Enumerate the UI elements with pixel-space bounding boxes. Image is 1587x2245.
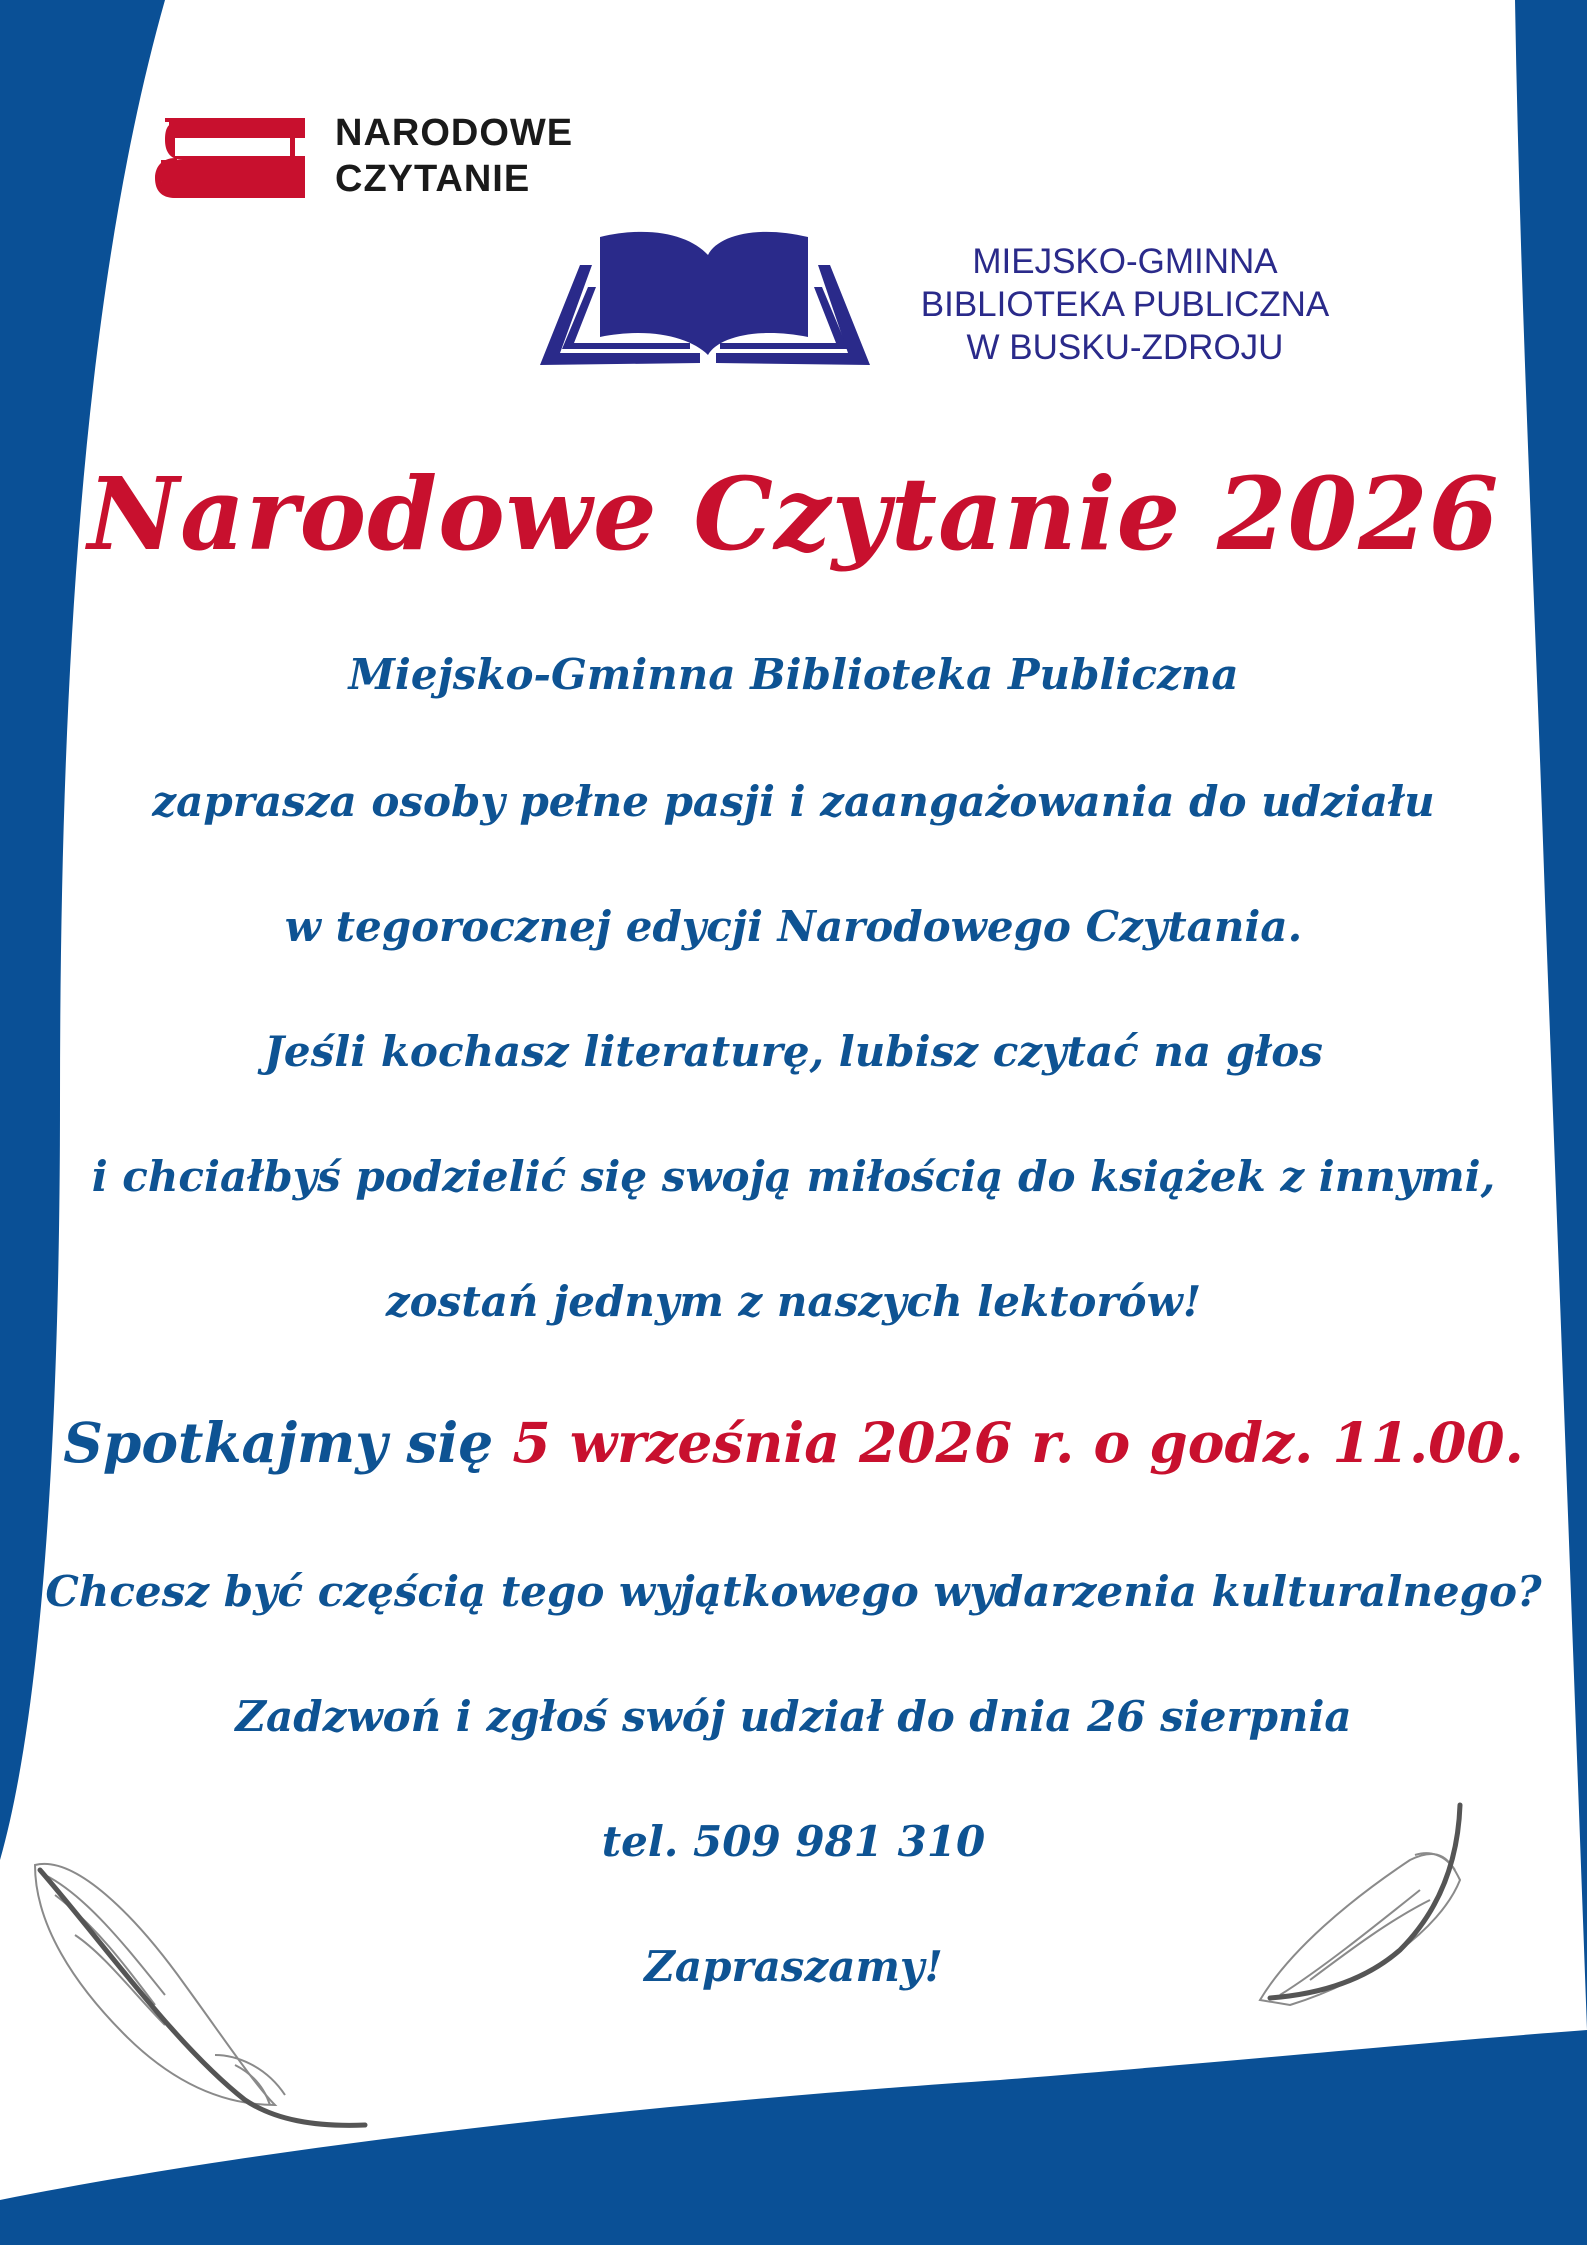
library-name [900, 240, 1350, 369]
body-line: Jeśli kochasz literaturę, lubisz czytać na głos [264, 1027, 1323, 1076]
body-line: Miejsko-Gminna Biblioteka Publiczna [348, 650, 1239, 699]
narodowe-czytanie-logo [155, 110, 635, 210]
narodowe-czytanie-wordmark [335, 110, 655, 202]
feather-left-icon [15, 1855, 375, 2145]
logo-line1: NARODOWE [335, 112, 574, 154]
library-line3: W BUSKU-ZDROJU [966, 328, 1284, 367]
library-line2: BIBLIOTEKA PUBLICZNA [920, 285, 1330, 324]
book-stack-icon [155, 118, 310, 203]
closing-line: Chcesz być częścią tego wyjątkowego wydarzenia kulturalnego? [45, 1567, 1542, 1616]
body-line: w tegorocznej edycji Narodowego Czytania. [284, 902, 1303, 951]
feather-right-icon [1250, 1800, 1480, 2030]
library-line1: MIEJSKO-GMINNA [972, 242, 1278, 281]
logo-line2: CZYTANIE [335, 158, 531, 200]
meeting-announcement [20, 1410, 1567, 1475]
phone-number: tel. 509 981 310 [601, 1817, 986, 1866]
meeting-prefix: Spotkajmy się [63, 1410, 494, 1475]
right-blue-band [1515, 0, 1587, 2245]
body-line: zostań jednym z naszych lektorów! [385, 1277, 1202, 1326]
meeting-date: 5 września 2026 r. o godz. 11.00. [512, 1410, 1524, 1475]
library-logo [540, 225, 1370, 375]
body-line: zaprasza osoby pełne pasji i zaangażowania do udziału [152, 777, 1435, 826]
closing-line: Zadzwoń i zgłoś swój udział do dnia 26 sierpnia [235, 1692, 1352, 1741]
body-line: i chciałbyś podzielić się swoją miłością do książek z innymi, [91, 1152, 1496, 1201]
closing-line: Zapraszamy! [644, 1942, 943, 1991]
page-title: Narodowe Czytanie 2026 [87, 455, 1500, 573]
open-book-icon [540, 225, 870, 375]
